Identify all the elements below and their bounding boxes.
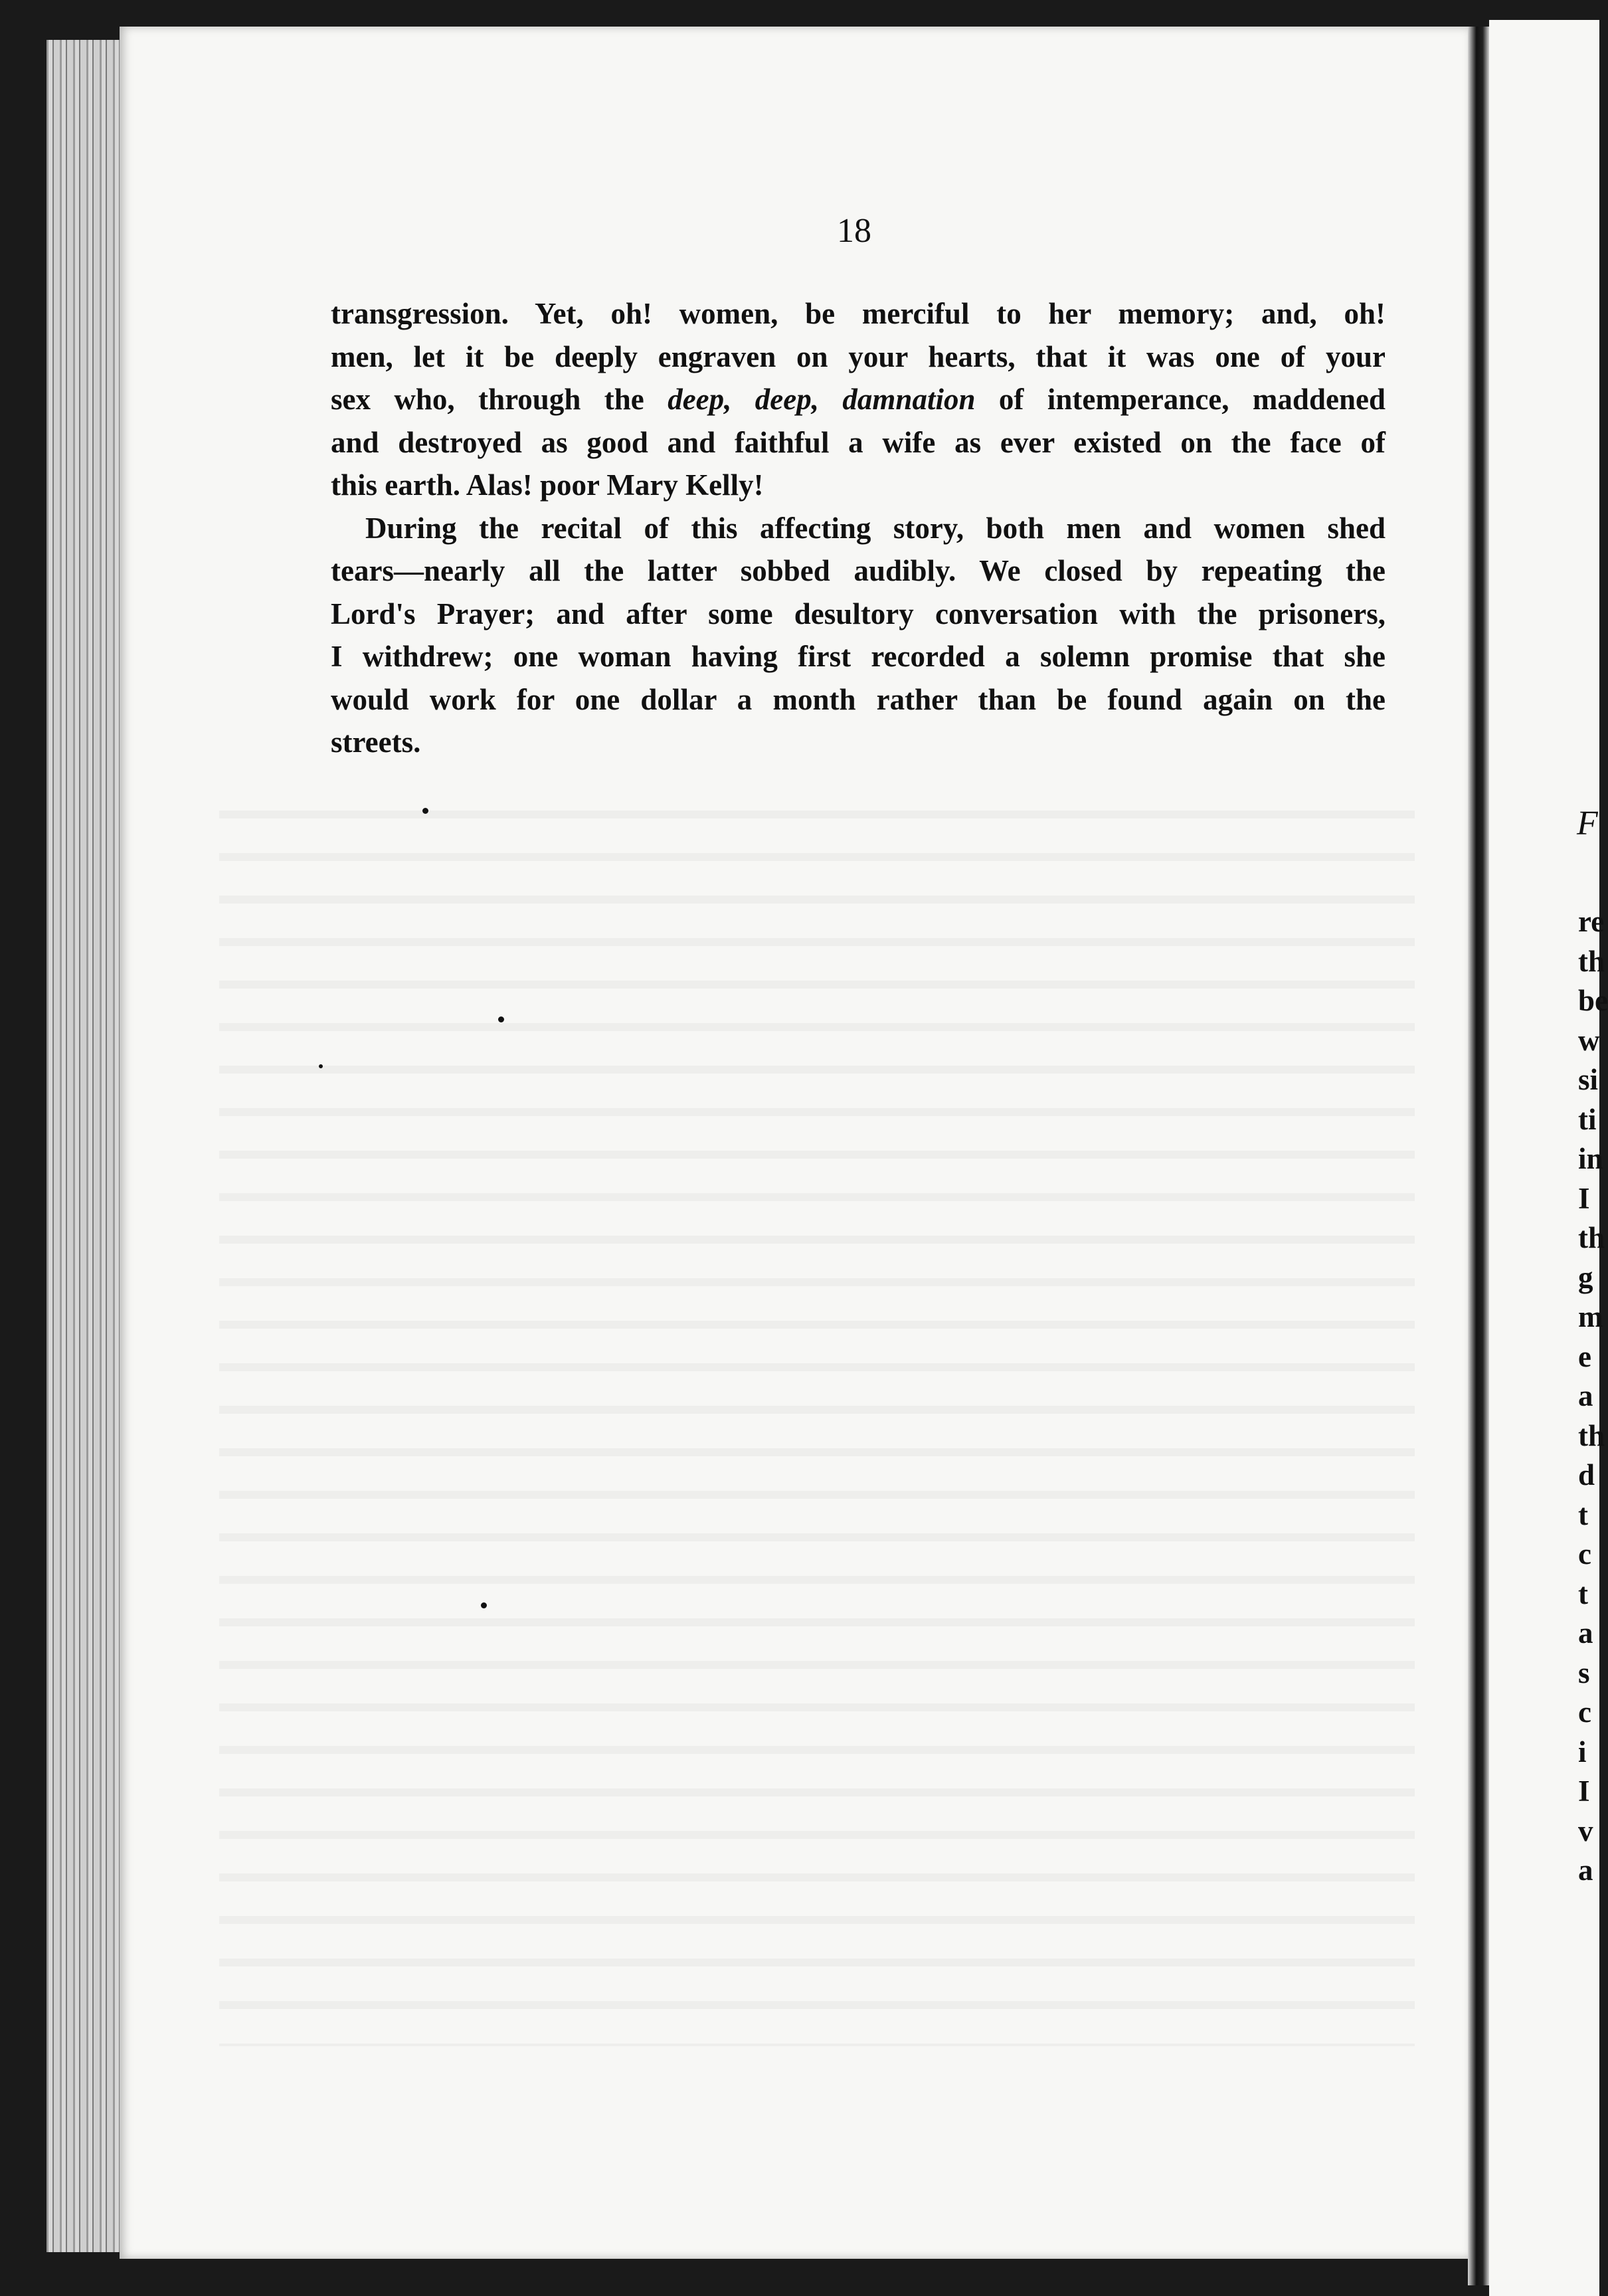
facing-heading-fragment: F <box>1577 805 1598 842</box>
facing-line-fragment: si <box>1578 1063 1599 1096</box>
emphasis: deep, deep, damnation <box>668 383 976 416</box>
text-line: transgression. Yet, oh! women, be merciful to her memory; and, oh! <box>331 297 1385 330</box>
text-line: would work for one dollar a month rather than be found again on the <box>331 682 1385 716</box>
facing-line-fragment: th <box>1578 944 1605 978</box>
speck <box>481 1602 487 1608</box>
text-line: streets. <box>331 725 421 759</box>
facing-line-fragment: t <box>1578 1577 1588 1610</box>
text-line: I withdrew; one woman having first recorded a solemn promise that she <box>331 640 1385 673</box>
facing-line-fragment: c <box>1578 1537 1591 1571</box>
text-line: During the recital of this affecting story, both men and women shed <box>365 511 1385 545</box>
facing-line-fragment: I <box>1578 1181 1590 1215</box>
facing-line-fragment: e <box>1578 1339 1591 1373</box>
facing-line-fragment: g <box>1578 1260 1593 1294</box>
facing-line-fragment: I <box>1578 1774 1590 1808</box>
book-gutter <box>1468 27 1489 2285</box>
body-text <box>331 292 1385 764</box>
facing-line-fragment: in <box>1578 1142 1603 1175</box>
facing-line-fragment: th <box>1578 1221 1605 1254</box>
bleed-through-texture <box>219 784 1415 2046</box>
speck <box>422 808 428 814</box>
facing-line-fragment: re <box>1578 905 1605 938</box>
facing-line-fragment: c <box>1578 1695 1591 1729</box>
facing-line-fragment: t <box>1578 1497 1588 1531</box>
text-line: men, let it be deeply engraven on your hearts, that it was one of your <box>331 339 1385 373</box>
facing-line-fragment: w <box>1578 1023 1600 1057</box>
facing-line-fragment: a <box>1578 1616 1593 1650</box>
speck <box>319 1064 323 1068</box>
facing-line-fragment: ti <box>1578 1102 1597 1136</box>
speck <box>498 1016 504 1022</box>
facing-line-fragment: be <box>1578 984 1608 1017</box>
facing-line-fragment: a <box>1578 1379 1593 1412</box>
facing-line-fragment: s <box>1578 1656 1590 1689</box>
text-line: tears—nearly all the latter sobbed audibly. We closed by repeating the <box>331 554 1385 587</box>
facing-line-fragment: th <box>1578 1418 1605 1452</box>
facing-line-fragment: a <box>1578 1854 1593 1887</box>
facing-line-fragment: d <box>1578 1458 1595 1491</box>
text-line: and destroyed as good and faithful a wife as ever existed on the face of <box>331 425 1385 459</box>
facing-line-fragment: i <box>1578 1735 1587 1769</box>
page-number: 18 <box>837 212 871 250</box>
facing-line-fragment: m <box>1578 1300 1603 1333</box>
text-line: sex who, through the deep, deep, damnation of intemperance, maddened <box>331 383 1385 416</box>
text-line: this earth. Alas! poor Mary Kelly! <box>331 468 764 502</box>
facing-line-fragment: v <box>1578 1814 1593 1848</box>
facing-text-fragments <box>1578 902 1608 1891</box>
text-line: Lord's Prayer; and after some desultory conversation with the prisoners, <box>331 597 1385 630</box>
